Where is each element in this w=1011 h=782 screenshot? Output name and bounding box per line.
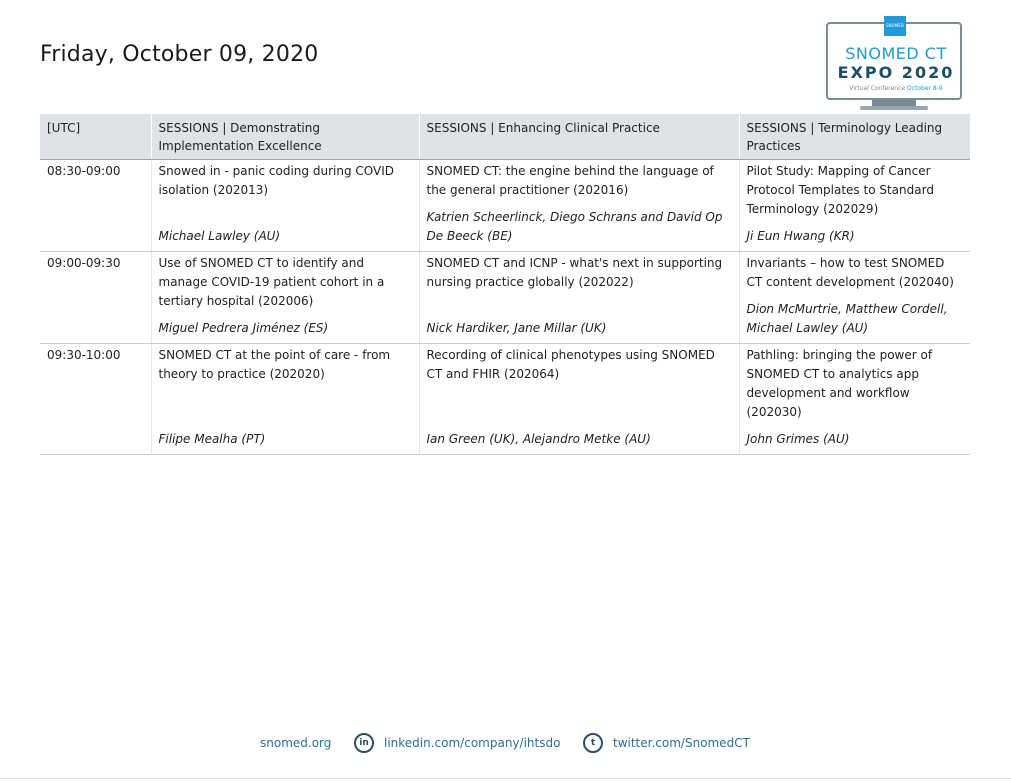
column-header-terminology: SESSIONS | Terminology Leading Practices xyxy=(739,114,970,160)
column-header-time: [UTC] xyxy=(40,114,151,160)
time-slot: 09:30-10:00 xyxy=(47,348,121,362)
table-header-row xyxy=(40,114,970,160)
session-title: Use of SNOMED CT to identify and manage COVID-19 patient cohort in a tertiary hospital (202006) xyxy=(158,256,385,308)
table-row xyxy=(40,160,970,252)
session-cell xyxy=(151,252,419,344)
session-title: Invariants – how to test SNOMED CT content development (202040) xyxy=(746,256,954,289)
session-speaker: Miguel Pedrera Jiménez (ES) xyxy=(158,321,329,335)
snomed-expo-logo xyxy=(826,22,966,112)
logo-line-3-prefix: Virtual Conference xyxy=(849,85,907,92)
session-speaker: Michael Lawley (AU) xyxy=(158,229,281,243)
footer-linkedin-link[interactable]: linkedin.com/company/ihtsdo xyxy=(384,736,561,750)
session-speaker: Katrien Scheerlinck, Diego Schrans and David Op De Beeck (BE) xyxy=(426,210,723,243)
session-cell xyxy=(151,160,419,252)
session-cell xyxy=(151,344,419,455)
session-speaker: Nick Hardiker, Jane Millar (UK) xyxy=(426,321,607,335)
session-cell xyxy=(419,344,739,455)
session-title: SNOMED CT and ICNP - what's next in supporting nursing practice globally (202022) xyxy=(426,256,723,289)
logo-badge: SNOMED xyxy=(884,16,906,36)
table-row xyxy=(40,344,970,455)
footer-website-link[interactable]: snomed.org xyxy=(260,736,332,750)
table-row xyxy=(40,252,970,344)
session-title: Snowed in - panic coding during COVID isolation (202013) xyxy=(158,164,394,197)
session-cell xyxy=(419,160,739,252)
session-cell xyxy=(739,160,970,252)
session-speaker: Ji Eun Hwang (KR) xyxy=(746,229,855,243)
twitter-icon[interactable]: t xyxy=(583,733,603,753)
column-header-clinical: SESSIONS | Enhancing Clinical Practice xyxy=(419,114,739,160)
session-speaker: Dion McMurtrie, Matthew Cordell, Michael Lawley (AU) xyxy=(746,302,948,335)
session-title: SNOMED CT at the point of care - from theory to practice (202020) xyxy=(158,348,391,381)
logo-line-2: EXPO 2020 xyxy=(837,63,955,82)
session-title: Pilot Study: Mapping of Cancer Protocol Templates to Standard Terminology (202029) xyxy=(746,164,934,216)
logo-line-3 xyxy=(828,85,964,92)
time-cell xyxy=(40,160,151,252)
footer-twitter-link[interactable]: twitter.com/SnomedCT xyxy=(613,736,750,750)
footer xyxy=(0,733,1011,757)
session-title: Pathling: bringing the power of SNOMED CT to analytics app development and workflow (202030) xyxy=(746,348,933,419)
session-speaker: John Grimes (AU) xyxy=(746,432,850,446)
session-cell xyxy=(419,252,739,344)
page-bottom-divider xyxy=(0,778,1011,779)
session-cell xyxy=(739,344,970,455)
session-title: SNOMED CT: the engine behind the language of the general practitioner (202016) xyxy=(426,164,714,197)
session-title: Recording of clinical phenotypes using SNOMED CT and FHIR (202064) xyxy=(426,348,715,381)
session-speaker: Filipe Mealha (PT) xyxy=(158,432,266,446)
logo-line-1: SNOMED CT xyxy=(845,44,947,63)
linkedin-icon[interactable]: in xyxy=(354,733,374,753)
column-header-implementation: SESSIONS | Demonstrating Implementation Excellence xyxy=(151,114,419,160)
time-cell xyxy=(40,344,151,455)
time-slot: 09:00-09:30 xyxy=(47,256,121,270)
time-slot: 08:30-09:00 xyxy=(47,164,121,178)
time-cell xyxy=(40,252,151,344)
schedule-table xyxy=(40,114,970,455)
session-speaker: Ian Green (UK), Alejandro Metke (AU) xyxy=(426,432,651,446)
page-title: Friday, October 09, 2020 xyxy=(40,42,319,67)
logo-line-3-highlight: October 8-9 xyxy=(907,85,943,92)
logo-monitor-base xyxy=(860,106,928,110)
session-cell xyxy=(739,252,970,344)
